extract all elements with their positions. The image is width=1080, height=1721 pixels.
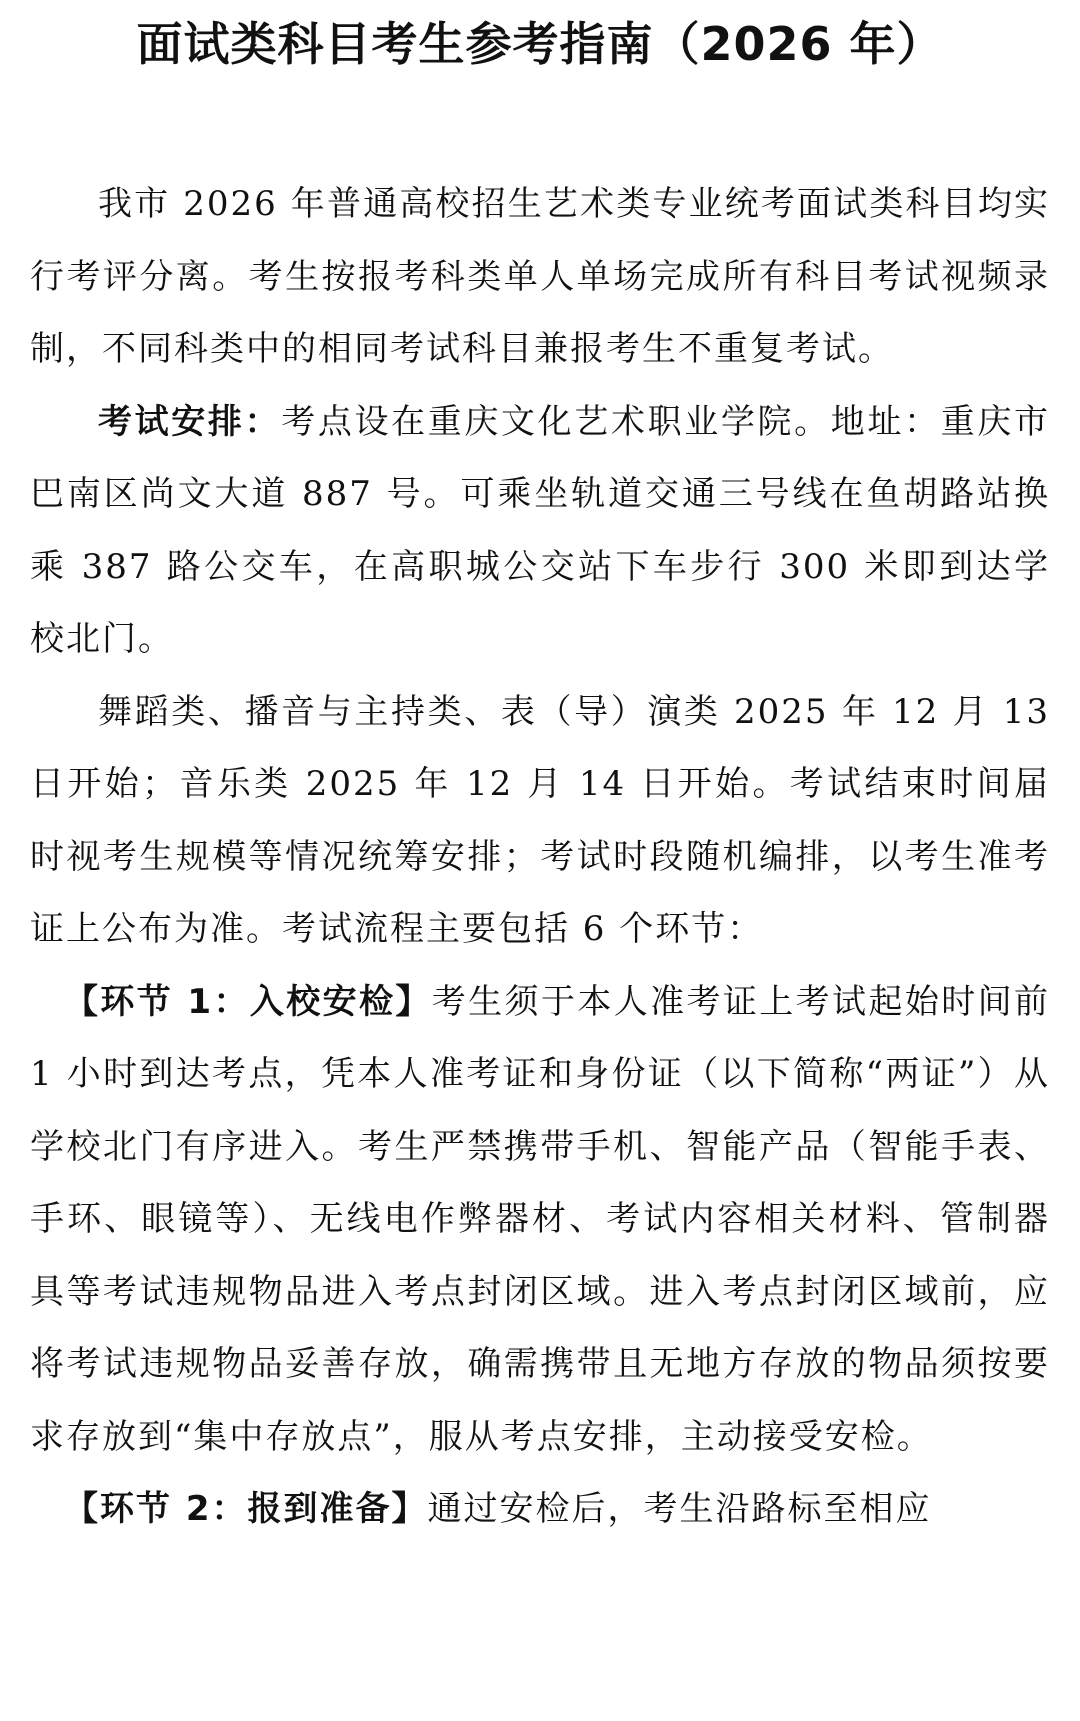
- step1-paragraph: [30, 966, 1050, 1474]
- arrangement-paragraph: [30, 386, 1050, 676]
- document-body: [30, 168, 1050, 1546]
- document-title: 面试类科目考生参考指南（2026 年）: [136, 17, 944, 71]
- schedule-paragraph: 舞蹈类、播音与主持类、表（导）演类 2025 年 12 月 13 日开始；音乐类 2025 年 12 月 14 日开始。考试结束时间届时视考生规模等情况统筹安排；考试时段随机编排，以考生准考证上公布为准。考试流程主要包括 6 个环节：: [30, 691, 1050, 949]
- arrangement-text: 考点设在重庆文化艺术职业学院。地址：重庆市巴南区尚文大道 887 号。可乘坐轨道交通三号线在鱼胡路站换乘 387 路公交车，在高职城公交站下车步行 300 米即到达学校北门。: [30, 401, 1051, 659]
- step2-text: 通过安检后，考生沿路标至相应: [427, 1489, 932, 1529]
- step2-label: 【环节 2：报到准备】: [64, 1489, 428, 1529]
- intro-paragraph: 我市 2026 年普通高校招生艺术类专业统考面试类科目均实行考评分离。考生按报考科类单人单场完成所有科目考试视频录制，不同科类中的相同考试科目兼报考生不重复考试。: [30, 184, 1050, 369]
- arrangement-label: 考试安排：: [98, 401, 282, 442]
- step1-label: 【环节 1：入校安检】: [64, 981, 432, 1022]
- step2-paragraph: [30, 1473, 1050, 1546]
- step1-text: 考生须于本人准考证上考试起始时间前 1 小时到达考点，凭本人准考证和身份证（以下简称“两证”）从学校北门有序进入。考生严禁携带手机、智能产品（智能手表、手环、眼镜等）、无线电作弊器材、考试内容相关材料、管制器具等考试违规物品进入考点封闭区域。进入考点封闭区域前，应将考试违规物品妥善存放，确需携带且无地方存放的物品须按要求存放到“集中存放点”，服从考点安排，主动接受安检。: [30, 981, 1051, 1457]
